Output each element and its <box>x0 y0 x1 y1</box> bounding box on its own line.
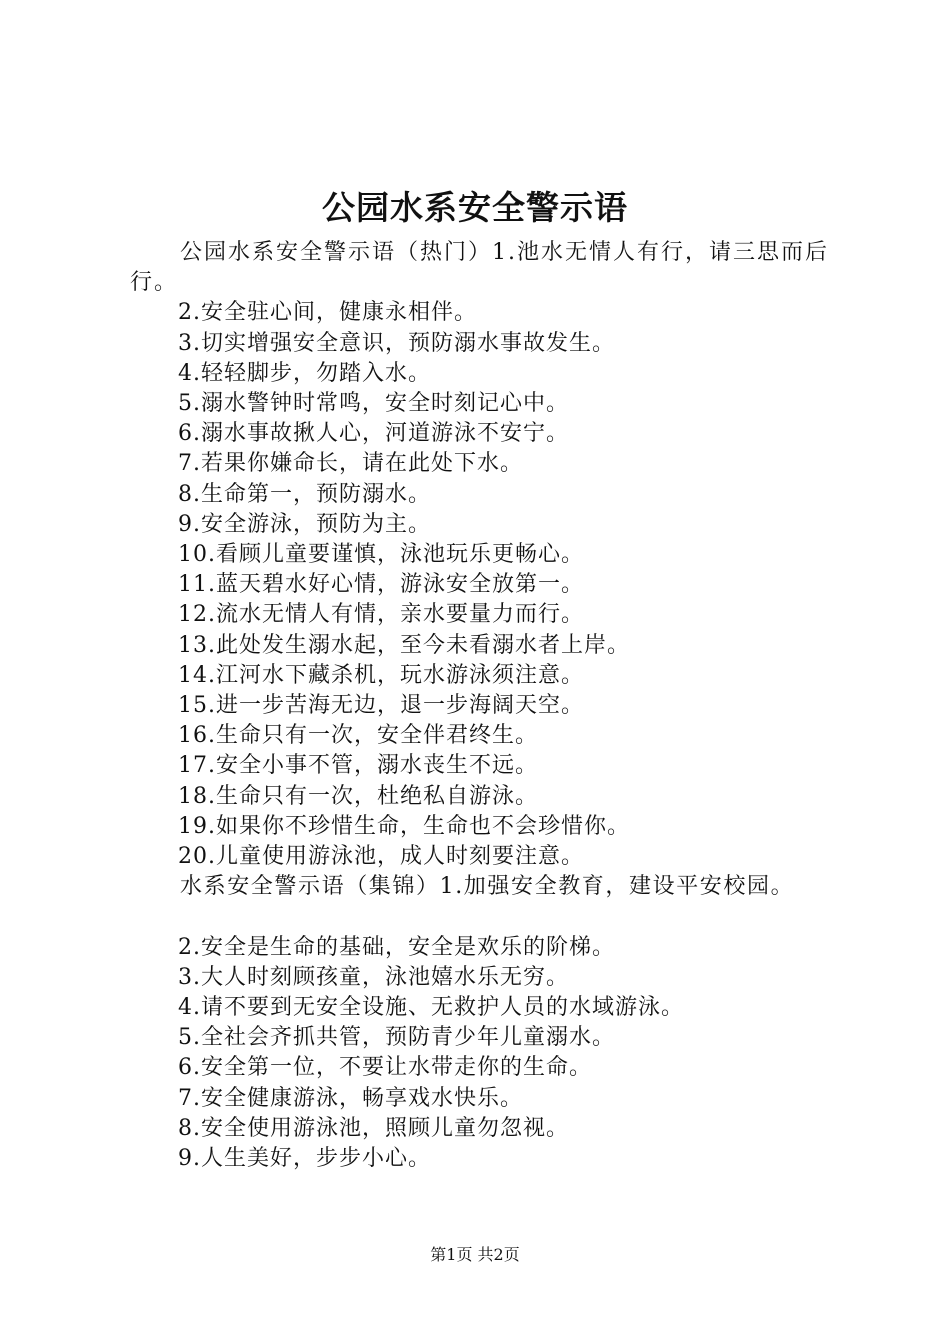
list-item: 13.此处发生溺水起，至今未看溺水者上岸。 <box>178 632 630 658</box>
list-item: 4.轻轻脚步，勿踏入水。 <box>178 360 431 386</box>
page-footer: 第1页 共2页 <box>430 1245 520 1264</box>
intro-paragraph: 公园水系安全警示语（热门）1.池水无情人有行，请三思而后行。 <box>130 240 829 296</box>
list-item: 2.安全驻心间，健康永相伴。 <box>178 300 477 326</box>
list-item: 15.进一步苦海无边，退一步海阔天空。 <box>178 693 584 719</box>
list-item: 6.溺水事故揪人心，河道游泳不安宁。 <box>178 421 569 447</box>
list-item: 7.若果你嫌命长，请在此处下水。 <box>178 451 523 477</box>
list-item: 9.安全游泳，预防为主。 <box>178 511 431 537</box>
list-item: 5.全社会齐抓共管，预防青少年儿童溺水。 <box>178 1025 615 1051</box>
list-item: 3.切实增强安全意识，预防溺水事故发生。 <box>178 330 615 356</box>
list-item: 20.儿童使用游泳池，成人时刻要注意。 <box>178 844 584 870</box>
list-item: 10.看顾儿童要谨慎，泳池玩乐更畅心。 <box>178 542 584 568</box>
list-item: 18.生命只有一次，杜绝私自游泳。 <box>178 783 538 809</box>
slogan-list-part2 <box>130 933 850 1175</box>
list-item: 14.江河水下藏杀机，玩水游泳须注意。 <box>178 662 584 688</box>
list-item: 2.安全是生命的基础，安全是欢乐的阶梯。 <box>178 934 615 960</box>
list-item: 19.如果你不珍惜生命，生命也不会珍惜你。 <box>178 813 630 839</box>
list-item: 7.安全健康游泳，畅享戏水快乐。 <box>178 1085 523 1111</box>
list-item: 8.生命第一，预防溺水。 <box>178 481 431 507</box>
list-item: 12.流水无情人有情，亲水要量力而行。 <box>178 602 584 628</box>
document-body <box>130 238 850 1174</box>
list-item: 17.安全小事不管，溺水丧生不远。 <box>178 753 538 779</box>
list-item: 6.安全第一位，不要让水带走你的生命。 <box>178 1055 592 1081</box>
list-item: 8.安全使用游泳池，照顾儿童勿忽视。 <box>178 1115 569 1141</box>
blank-line <box>130 902 850 932</box>
list-item: 11.蓝天碧水好心情，游泳安全放第一。 <box>178 572 584 598</box>
list-item: 5.溺水警钟时常鸣，安全时刻记心中。 <box>178 391 569 417</box>
list-item: 16.生命只有一次，安全伴君终生。 <box>178 723 538 749</box>
section2-heading: 水系安全警示语（集锦）1.加强安全教育，建设平安校园。 <box>180 874 795 900</box>
document-title: 公园水系安全警示语 <box>322 188 628 227</box>
list-item: 9.人生美好，步步小心。 <box>178 1146 431 1172</box>
slogan-list-part1 <box>130 298 850 872</box>
list-item: 4.请不要到无安全设施、无救护人员的水域游泳。 <box>178 995 684 1021</box>
list-item: 3.大人时刻顾孩童，泳池嬉水乐无穷。 <box>178 964 569 990</box>
